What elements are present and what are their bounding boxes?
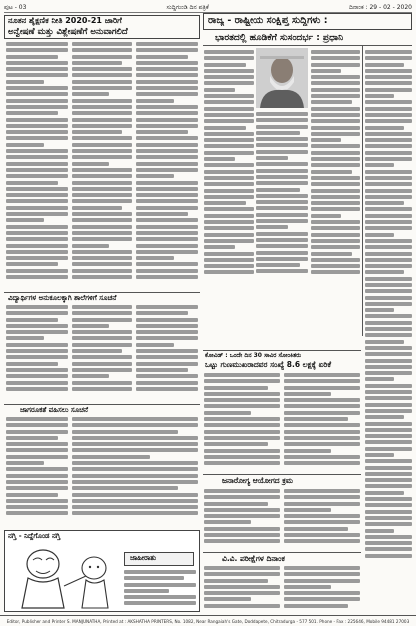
pm-headline: ಭಾರತದಲ್ಲಿ ಹೂಡಿಕೆಗೆ ಸುಸಂದರ್ಭ : ಪ್ರಧಾನಿ [215, 33, 344, 43]
text-column [6, 417, 68, 527]
text-column [136, 305, 198, 400]
text-column [72, 305, 132, 400]
left-mid-headline: ವಿದ್ಯಾರ್ಥಿಗಳ ಅನುಕೂಲಕ್ಕಾಗಿ ಶಾಲೆಗಳಿಗೆ ಸೂಚನೆ [8, 294, 117, 302]
footer-imprint: Editor, Publisher and Printer S. MANJUNATHA, Printed at : AKSHATHA PRINTERS, No. 1082, Near Rangaiah's Gate, Doddapete, Chitradurga - 577 501. Phone - Fax : 225646, Mobile 94481 27003 [0, 615, 416, 626]
divider [203, 350, 361, 351]
text-column [204, 566, 280, 612]
text-column [284, 566, 360, 612]
text-column [365, 50, 412, 610]
text-column [124, 570, 196, 610]
text-column [6, 305, 68, 400]
divider [4, 292, 200, 293]
text-column [311, 50, 360, 280]
newspaper-name: ಸುದ್ದಿಗುಂಡಿ ದಿನ ಪತ್ರಿಕೆ [166, 3, 209, 11]
covid-headline: ಒಟ್ಟು ಗುಣಮುಖರಾದವರ ಸಂಖ್ಯೆ 8.6 ಲಕ್ಷಕ್ಕೆ ಏರಿಕೆ [205, 360, 332, 369]
text-column [204, 50, 254, 280]
covid-kicker: ಕೋವಿಡ್ : ಒಂದೇ ದಿನ 30 ಸಾವಿರ ಸೋಂಕಿತರು [205, 352, 302, 359]
bottom-center-headline: ಜನಾರೋಗ್ಯ ಆಯೋಗದ ಕ್ರಮ [222, 476, 294, 485]
issue-date: ದಿನಾಂಕ : 29 - 02 - 2020 [348, 3, 412, 11]
text-column [136, 42, 198, 287]
text-column [72, 417, 198, 527]
left-mid-headline-2: ಜಾಗರೂಕತೆ ವಹಿಸಲು ಸೂಚನೆ [20, 406, 89, 414]
top-left-headline: ಅನ್ವೇಷಣೆ ಮತ್ತು ವಿಶ್ಲೇಷಣೆಗೆ ಅನುವಾಗಲಿದೆ [8, 27, 128, 37]
top-left-kicker: ನೂತನ ಶೈಕ್ಷಣಿಕ ನೀತಿ 2020-21 ಜಾರಿಗೆ [8, 16, 122, 25]
divider [4, 404, 200, 405]
text-column [256, 112, 308, 280]
text-column [6, 42, 68, 287]
masthead [4, 3, 412, 13]
bottom-center-headline-2: ವಿ.ವಿ. ಪರೀಕ್ಷೆಗಳ ದಿನಾಂಕ [222, 554, 285, 563]
text-column [284, 489, 360, 549]
divider [203, 474, 361, 475]
page-number: ಪುಟ - 03 [4, 3, 27, 11]
divider [203, 45, 412, 46]
column-divider [362, 46, 363, 336]
text-column [204, 373, 280, 469]
text-column [72, 42, 132, 287]
text-column [284, 373, 360, 469]
ad-label: ಜಾಹೀರಾತು [130, 554, 157, 562]
text-column [204, 489, 280, 549]
divider [203, 552, 361, 553]
prime-minister-photo [256, 48, 308, 108]
section-banner: ರಾಜ್ಯ - ರಾಷ್ಟ್ರೀಯ ಸಂಕ್ಷಿಪ್ತ ಸುದ್ದಿಗಳು : [208, 15, 328, 26]
cartoon-title: ನಗ್ತಿ - ನಿದ್ದೆಗೊಂಡ ನಗ್ತಿ [8, 532, 61, 540]
cartoon-illustration [8, 542, 118, 610]
